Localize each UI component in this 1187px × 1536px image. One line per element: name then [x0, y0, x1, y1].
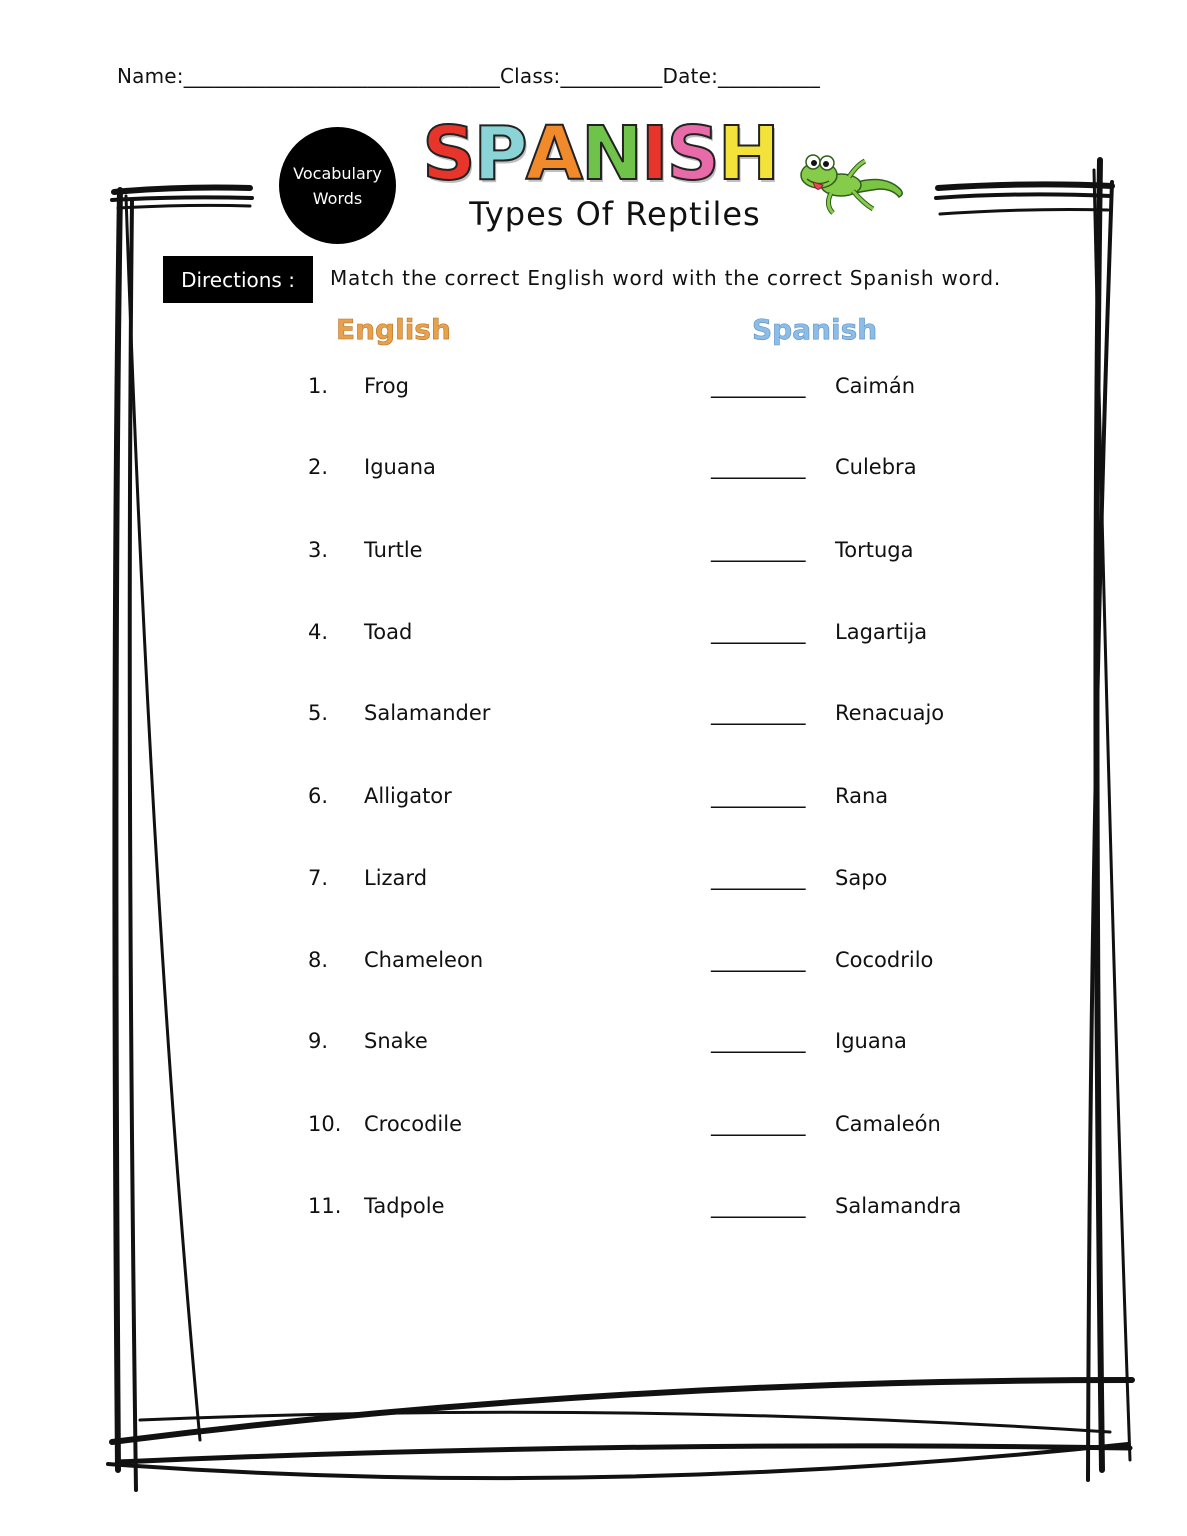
answer-blank[interactable]: _________	[711, 1112, 806, 1136]
item-number: 1.	[308, 374, 329, 398]
list-item	[0, 455, 1187, 489]
spanish-word: Culebra	[835, 455, 917, 479]
english-word: Alligator	[364, 784, 452, 808]
answer-blank[interactable]: _________	[711, 538, 806, 562]
answer-blank[interactable]: _________	[711, 866, 806, 890]
gecko-icon	[795, 145, 910, 220]
item-number: 3.	[308, 538, 329, 562]
item-number: 5.	[308, 701, 329, 725]
spanish-word: Lagartija	[835, 620, 928, 644]
answer-blank[interactable]: _________	[711, 701, 806, 725]
title-letter: P	[473, 111, 526, 197]
spanish-word: Caimán	[835, 374, 916, 398]
answer-blank[interactable]: _________	[711, 374, 806, 398]
english-column-header: English	[336, 313, 451, 346]
item-number: 11.	[308, 1194, 342, 1218]
answer-blank[interactable]: _________	[711, 620, 806, 644]
list-item	[0, 948, 1187, 982]
directions-text: Match the correct English word with the correct Spanish word.	[330, 266, 1002, 290]
answer-blank[interactable]: _________	[711, 948, 806, 972]
worksheet-subtitle: Types Of Reptiles	[469, 195, 761, 233]
list-item	[0, 784, 1187, 818]
list-item	[0, 866, 1187, 900]
badge-line-2: Words	[312, 188, 363, 208]
title-letter: H	[717, 111, 778, 197]
title-letter: I	[640, 111, 667, 197]
spanish-word: Tortuga	[835, 538, 914, 562]
english-word: Turtle	[364, 538, 423, 562]
spanish-word: Camaleón	[835, 1112, 941, 1136]
list-item	[0, 620, 1187, 654]
title-letter: S	[666, 111, 718, 197]
item-number: 6.	[308, 784, 329, 808]
list-item	[0, 538, 1187, 572]
english-word: Frog	[364, 374, 409, 398]
english-word: Toad	[364, 620, 413, 644]
english-word: Iguana	[364, 455, 436, 479]
answer-blank[interactable]: _________	[711, 1029, 806, 1053]
answer-blank[interactable]: _________	[711, 1194, 806, 1218]
list-item	[0, 1029, 1187, 1063]
item-number: 2.	[308, 455, 329, 479]
item-number: 4.	[308, 620, 329, 644]
vocabulary-words-badge	[279, 127, 396, 244]
spanish-word: Rana	[835, 784, 889, 808]
title-letter: A	[525, 111, 582, 197]
english-word: Lizard	[364, 866, 428, 890]
spanish-word: Renacuajo	[835, 701, 945, 725]
list-item	[0, 1194, 1187, 1228]
spanish-title	[420, 112, 780, 196]
spanish-word: Cocodrilo	[835, 948, 934, 972]
item-number: 7.	[308, 866, 329, 890]
english-word: Tadpole	[364, 1194, 445, 1218]
english-word: Snake	[364, 1029, 428, 1053]
list-item	[0, 1112, 1187, 1146]
answer-blank[interactable]: _________	[711, 784, 806, 808]
spanish-word: Salamandra	[835, 1194, 962, 1218]
english-word: Crocodile	[364, 1112, 462, 1136]
directions-label: Directions :	[163, 256, 313, 303]
item-number: 9.	[308, 1029, 329, 1053]
answer-blank[interactable]: _________	[711, 455, 806, 479]
spanish-word: Sapo	[835, 866, 888, 890]
title-letter: N	[581, 111, 641, 197]
title-letter: S	[422, 111, 474, 197]
list-item	[0, 701, 1187, 735]
english-word: Chameleon	[364, 948, 484, 972]
item-number: 8.	[308, 948, 329, 972]
spanish-column-header: Spanish	[752, 313, 878, 346]
list-item	[0, 374, 1187, 408]
spanish-word: Iguana	[835, 1029, 907, 1053]
english-word: Salamander	[364, 701, 491, 725]
item-number: 10.	[308, 1112, 342, 1136]
student-info-line: Name:_______________________________Class:__________Date:__________	[117, 64, 821, 88]
badge-line-1: Vocabulary	[293, 163, 382, 183]
